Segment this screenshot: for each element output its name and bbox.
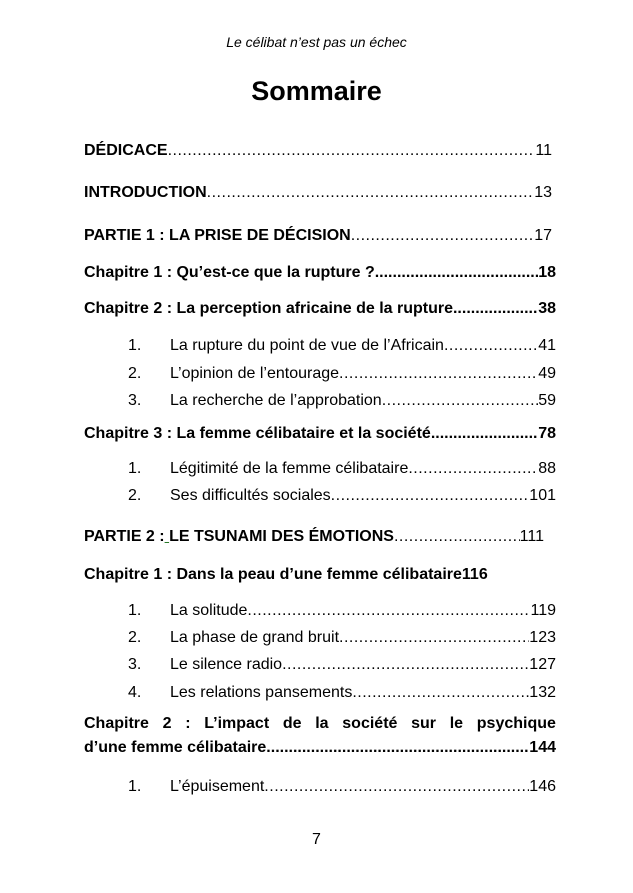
leader-dots — [247, 601, 530, 621]
leader-dots — [339, 364, 538, 384]
toc-entry-dedicace[interactable]: DÉDICACE ..... 11 — [84, 141, 552, 161]
leader-dots — [444, 336, 538, 356]
toc-item[interactable]: 1. La solitude ..... 119 — [128, 601, 556, 621]
toc-entry-p1-chapitre-2[interactable]: Chapitre 2 : La perception africaine de la rupture ..... 38 — [84, 299, 556, 319]
toc-item[interactable]: 1. La rupture du point de vue de l’Africain ..... 41 — [128, 336, 556, 356]
leader-dots — [352, 683, 529, 703]
toc-item[interactable]: 1. Légitimité de la femme célibataire ..... 88 — [128, 459, 556, 479]
leader-dots — [266, 736, 529, 760]
leader-dots — [382, 391, 539, 411]
toc-item[interactable]: 1. L’épuisement ..... 146 — [128, 777, 556, 797]
leader-dots — [351, 226, 535, 246]
toc-entry-p2-chapitre-1[interactable]: Chapitre 1 : Dans la peau d’une femme célibataire 116 — [84, 566, 488, 583]
leader-dots — [331, 486, 530, 506]
leader-dots — [375, 263, 538, 283]
toc-item[interactable]: 2. La phase de grand bruit ..... 123 — [128, 628, 556, 648]
page-title: Sommaire — [251, 76, 382, 106]
toc-item[interactable]: 2. Ses difficultés sociales ..... 101 — [128, 486, 556, 506]
toc-entry-p1-chapitre-3[interactable]: Chapitre 3 : La femme célibataire et la société ..... 78 — [84, 424, 556, 444]
chapter-title-line-2: d’une femme célibataire ..... 144 — [84, 736, 556, 760]
leader-dots — [453, 299, 538, 319]
running-header: Le célibat n’est pas un échec — [226, 34, 407, 50]
toc-entry-p2-chapitre-2[interactable] — [84, 712, 556, 760]
leader-dots — [408, 459, 538, 479]
toc-item[interactable]: 4. Les relations pansements ..... 132 — [128, 683, 556, 703]
toc-item[interactable]: 3. La recherche de l’approbation ..... 59 — [128, 391, 556, 411]
leader-dots — [394, 527, 520, 547]
toc-item[interactable]: 2. L’opinion de l’entourage ..... 49 — [128, 364, 556, 384]
toc-item[interactable]: 3. Le silence radio ..... 127 — [128, 655, 556, 675]
leader-dots — [431, 424, 538, 444]
toc-entry-introduction[interactable]: INTRODUCTION ..... 13 — [84, 183, 552, 203]
toc-entry-partie-2[interactable]: PARTIE 2 : LE TSUNAMI DES ÉMOTIONS ..... 111 — [84, 527, 544, 547]
leader-dots — [168, 141, 536, 161]
toc-entry-p1-chapitre-1[interactable]: Chapitre 1 : Qu’est-ce que la rupture ? ..... 18 — [84, 263, 556, 283]
chapter-title-line-1: Chapitre 2 : L’impact de la société sur le psychique — [84, 715, 556, 732]
toc-entry-partie-1[interactable]: PARTIE 1 : LA PRISE DE DÉCISION ..... 17 — [84, 226, 552, 246]
leader-dots — [339, 628, 529, 648]
leader-dots — [264, 777, 529, 797]
leader-dots — [207, 183, 535, 203]
leader-dots — [282, 655, 529, 675]
page-number: 7 — [312, 831, 321, 848]
